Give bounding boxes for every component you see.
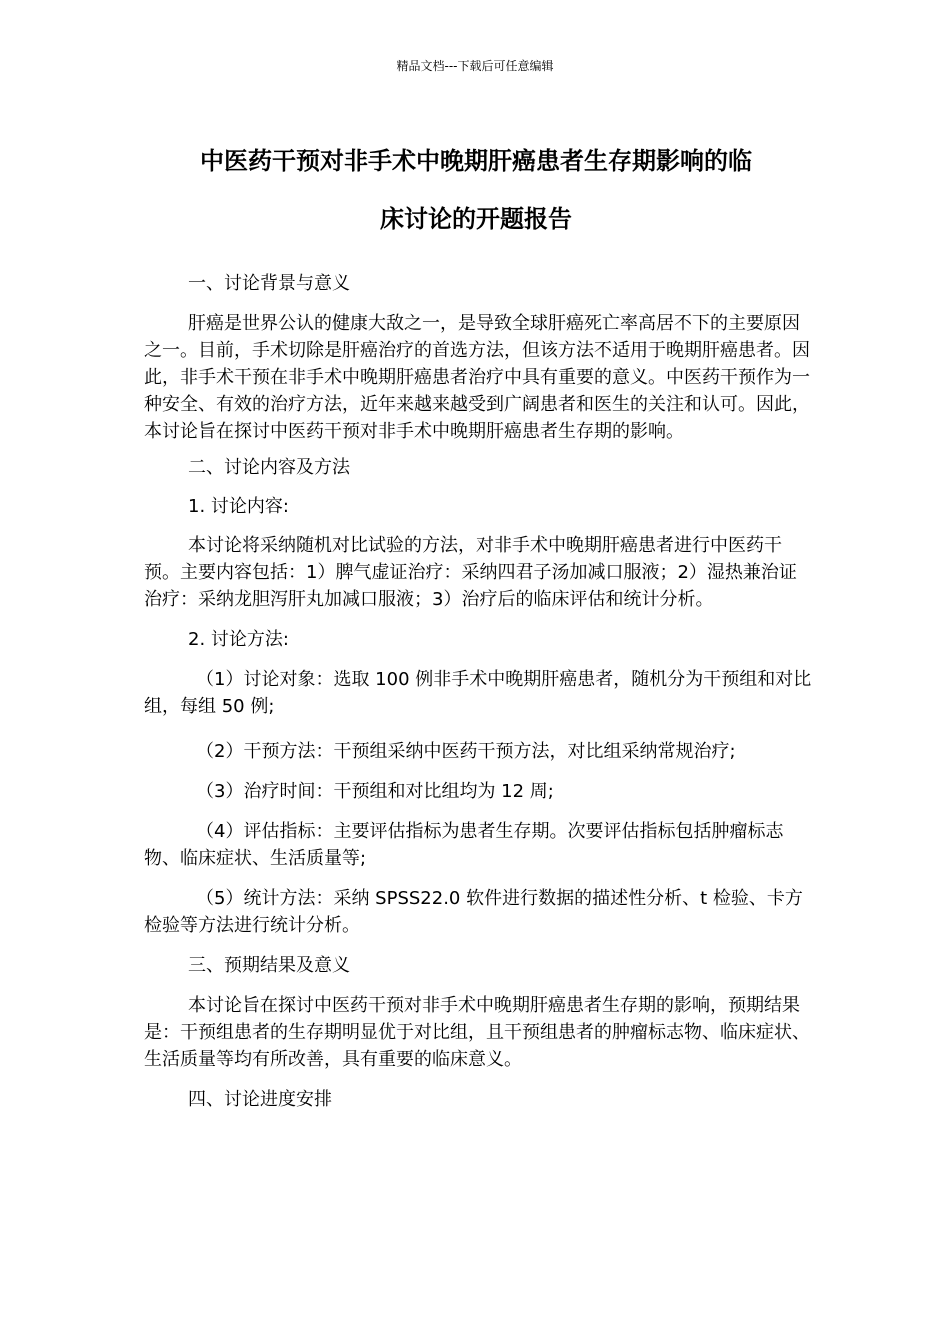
method-item-indicators: （4）评估指标：主要评估指标为患者生存期。次要评估指标包括肿瘤标志物、临床症状、生活质量等; — [144, 821, 784, 869]
method-item-subjects: （1）讨论对象：选取 100 例非手术中晚期肝癌患者，随机分为干预组和对比组，每组 50 例; — [144, 669, 812, 717]
subheading-method: 2. 讨论方法: — [188, 629, 289, 650]
section-heading-background: 一、讨论背景与意义 — [188, 273, 350, 294]
method-item-statistics: （5）统计方法：采纳 SPSS22.0 软件进行数据的描述性分析、t 检验、卡方检验等方法进行统计分析。 — [144, 888, 803, 936]
page-header: 精品文档---下载后可任意编辑 — [396, 59, 554, 73]
subheading-content: 1. 讨论内容: — [188, 496, 289, 517]
method-item-duration: （3）治疗时间：干预组和对比组均为 12 周; — [196, 781, 554, 802]
section-heading-schedule: 四、讨论进度安排 — [188, 1089, 332, 1110]
paragraph-background: 肝癌是世界公认的健康大敌之一，是导致全球肝癌死亡率高居不下的主要原因之一。目前，手术切除是肝癌治疗的首选方法，但该方法不适用于晚期肝癌患者。因此，非手术干预在非手术中晚期肝癌患者治疗中具有重要的意义。中医药干预作为一种安全、有效的治疗方法，近年来越来越受到广阔患者和医生的关注和认可。因此，本讨论旨在探讨中医药干预对非手术中晚期肝癌患者生存期的影响。 — [144, 313, 810, 442]
section-heading-methods: 二、讨论内容及方法 — [188, 457, 350, 478]
section-heading-results: 三、预期结果及意义 — [188, 955, 350, 976]
document-body — [144, 270, 812, 1113]
paragraph-results: 本讨论旨在探讨中医药干预对非手术中晚期肝癌患者生存期的影响，预期结果是：干预组患者的生存期明显优于对比组，且干预组患者的肿瘤标志物、临床症状、生活质量等均有所改善，具有重要的临床意义。 — [144, 995, 810, 1070]
paragraph-content: 本讨论将采纳随机对比试验的方法，对非手术中晚期肝癌患者进行中医药干预。主要内容包括：1）脾气虚证治疗：采纳四君子汤加减口服液；2）湿热兼治证治疗：采纳龙胆泻肝丸加减口服液；3）治疗后的临床评估和统计分析。 — [144, 535, 797, 610]
document-title — [136, 132, 816, 248]
method-item-intervention: （2）干预方法：干预组采纳中医药干预方法，对比组采纳常规治疗; — [196, 741, 736, 762]
title-line-2: 床讨论的开题报告 — [380, 205, 572, 233]
title-line-1: 中医药干预对非手术中晚期肝癌患者生存期影响的临 — [200, 147, 752, 175]
